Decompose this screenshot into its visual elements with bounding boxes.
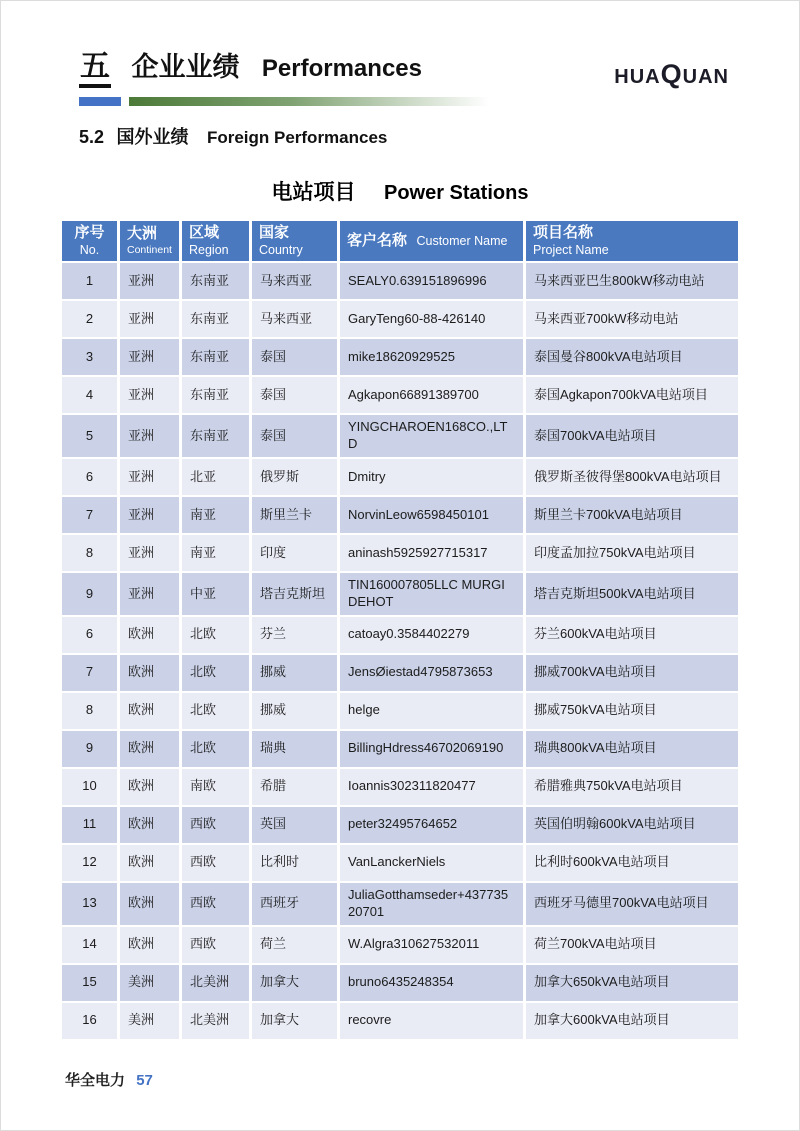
cell-no: 4 xyxy=(62,377,117,413)
cell-project: 塔吉克斯坦500kVA电站项目 xyxy=(526,573,738,615)
cell-country: 加拿大 xyxy=(252,1003,337,1039)
cell-no: 6 xyxy=(62,617,117,653)
cell-region: 北欧 xyxy=(182,617,249,653)
cell-customer: Dmitry xyxy=(340,459,523,495)
cell-country: 泰国 xyxy=(252,415,337,457)
cell-region: 西欧 xyxy=(182,883,249,925)
table-row xyxy=(62,1003,738,1039)
cell-project: 马来西亚巴生800kW移动电站 xyxy=(526,263,738,299)
table-row xyxy=(62,535,738,571)
chapter-number: 五 xyxy=(79,50,111,88)
table-row xyxy=(62,617,738,653)
cell-continent: 欧洲 xyxy=(120,927,179,963)
cell-no: 12 xyxy=(62,845,117,881)
cell-project: 挪威750kVA电站项目 xyxy=(526,693,738,729)
table-row xyxy=(62,301,738,337)
cell-country: 泰国 xyxy=(252,377,337,413)
power-stations-table xyxy=(59,219,741,1041)
logo-text-post: UAN xyxy=(682,66,729,88)
cell-region: 东南亚 xyxy=(182,339,249,375)
cell-country: 比利时 xyxy=(252,845,337,881)
cell-no: 5 xyxy=(62,415,117,457)
column-header-customer xyxy=(340,221,523,261)
cell-continent: 亚洲 xyxy=(120,497,179,533)
cell-no: 1 xyxy=(62,263,117,299)
cell-project: 瑞典800kVA电站项目 xyxy=(526,731,738,767)
chapter-title xyxy=(79,45,422,88)
cell-continent: 欧洲 xyxy=(120,807,179,843)
cell-customer: GaryTeng60-88-426140 xyxy=(340,301,523,337)
cell-continent: 美洲 xyxy=(120,1003,179,1039)
cell-country: 加拿大 xyxy=(252,965,337,1001)
cell-continent: 欧洲 xyxy=(120,617,179,653)
cell-continent: 美洲 xyxy=(120,965,179,1001)
cell-no: 10 xyxy=(62,769,117,805)
cell-country: 马来西亚 xyxy=(252,263,337,299)
cell-no: 7 xyxy=(62,655,117,691)
cell-region: 北欧 xyxy=(182,655,249,691)
cell-continent: 欧洲 xyxy=(120,731,179,767)
cell-no: 14 xyxy=(62,927,117,963)
cell-no: 7 xyxy=(62,497,117,533)
cell-country: 芬兰 xyxy=(252,617,337,653)
cell-continent: 欧洲 xyxy=(120,769,179,805)
cell-region: 西欧 xyxy=(182,807,249,843)
accent-bars xyxy=(79,97,799,106)
cell-project: 马来西亚700kW移动电站 xyxy=(526,301,738,337)
cell-customer: JensØiestad4795873653 xyxy=(340,655,523,691)
cell-no: 16 xyxy=(62,1003,117,1039)
green-accent-bar xyxy=(129,97,489,106)
cell-no: 9 xyxy=(62,731,117,767)
logo-text-q: Q xyxy=(660,59,683,89)
cell-continent: 欧洲 xyxy=(120,693,179,729)
cell-no: 11 xyxy=(62,807,117,843)
cell-country: 西班牙 xyxy=(252,883,337,925)
cell-no: 9 xyxy=(62,573,117,615)
cell-region: 南亚 xyxy=(182,535,249,571)
cell-continent: 亚洲 xyxy=(120,263,179,299)
cell-region: 北美洲 xyxy=(182,1003,249,1039)
column-header-no-en: No. xyxy=(79,242,100,257)
cell-region: 东南亚 xyxy=(182,301,249,337)
column-header-project-en: Project Name xyxy=(533,242,609,257)
footer-page-number: 57 xyxy=(136,1072,153,1089)
cell-no: 8 xyxy=(62,535,117,571)
table-title-en: Power Stations xyxy=(383,182,529,204)
chapter-title-zh: 企业业绩 xyxy=(131,52,240,82)
cell-project: 加拿大600kVA电站项目 xyxy=(526,1003,738,1039)
cell-region: 东南亚 xyxy=(182,263,249,299)
cell-continent: 欧洲 xyxy=(120,845,179,881)
cell-project: 印度孟加拉750kVA电站项目 xyxy=(526,535,738,571)
table-row xyxy=(62,573,738,615)
cell-customer: TIN160007805LLC MURGI DEHOT xyxy=(340,573,523,615)
table-title xyxy=(61,176,739,206)
cell-continent: 亚洲 xyxy=(120,459,179,495)
cell-project: 泰国Agkapon700kVA电站项目 xyxy=(526,377,738,413)
cell-no: 8 xyxy=(62,693,117,729)
cell-continent: 亚洲 xyxy=(120,415,179,457)
huaquan-logo xyxy=(614,61,729,88)
table-row xyxy=(62,845,738,881)
cell-project: 俄罗斯圣彼得堡800kVA电站项目 xyxy=(526,459,738,495)
cell-continent: 亚洲 xyxy=(120,377,179,413)
cell-region: 北欧 xyxy=(182,731,249,767)
table-header xyxy=(62,221,738,261)
cell-no: 3 xyxy=(62,339,117,375)
cell-customer: recovre xyxy=(340,1003,523,1039)
column-header-continent-en: Continent xyxy=(127,244,172,256)
table-row xyxy=(62,497,738,533)
page-footer xyxy=(65,1069,153,1090)
cell-region: 北欧 xyxy=(182,693,249,729)
cell-country: 斯里兰卡 xyxy=(252,497,337,533)
cell-customer: mike18620929525 xyxy=(340,339,523,375)
column-header-country xyxy=(252,221,337,261)
cell-continent: 欧洲 xyxy=(120,655,179,691)
cell-country: 泰国 xyxy=(252,339,337,375)
cell-country: 印度 xyxy=(252,535,337,571)
cell-project: 芬兰600kVA电站项目 xyxy=(526,617,738,653)
cell-no: 6 xyxy=(62,459,117,495)
cell-country: 瑞典 xyxy=(252,731,337,767)
blue-accent-bar xyxy=(79,97,121,106)
section-title-en: Foreign Performances xyxy=(206,128,388,147)
cell-project: 挪威700kVA电站项目 xyxy=(526,655,738,691)
table-row xyxy=(62,459,738,495)
cell-project: 希腊雅典750kVA电站项目 xyxy=(526,769,738,805)
column-header-no xyxy=(62,221,117,261)
cell-region: 北亚 xyxy=(182,459,249,495)
table-row xyxy=(62,339,738,375)
cell-customer: YINGCHAROEN168CO.,LTD xyxy=(340,415,523,457)
column-header-region xyxy=(182,221,249,261)
cell-region: 中亚 xyxy=(182,573,249,615)
cell-project: 泰国700kVA电站项目 xyxy=(526,415,738,457)
cell-customer: VanLanckerNiels xyxy=(340,845,523,881)
cell-region: 东南亚 xyxy=(182,377,249,413)
table-row xyxy=(62,263,738,299)
cell-customer: JuliaGotthamseder+43773520701 xyxy=(340,883,523,925)
table-row xyxy=(62,693,738,729)
column-header-customer-en: Customer Name xyxy=(416,234,508,249)
table-row xyxy=(62,731,738,767)
table-body xyxy=(62,263,738,1038)
table-row xyxy=(62,415,738,457)
cell-no: 15 xyxy=(62,965,117,1001)
cell-continent: 亚洲 xyxy=(120,535,179,571)
cell-country: 英国 xyxy=(252,807,337,843)
cell-no: 2 xyxy=(62,301,117,337)
footer-brand: 华全电力 xyxy=(65,1072,126,1089)
section-number: 5.2 xyxy=(79,127,105,147)
cell-customer: bruno6435248354 xyxy=(340,965,523,1001)
column-header-no-zh: 序号 xyxy=(74,224,105,241)
cell-continent: 亚洲 xyxy=(120,339,179,375)
table-header-row xyxy=(62,221,738,261)
column-header-region-en: Region xyxy=(189,242,229,257)
cell-country: 挪威 xyxy=(252,655,337,691)
cell-region: 西欧 xyxy=(182,845,249,881)
cell-continent: 亚洲 xyxy=(120,573,179,615)
cell-country: 俄罗斯 xyxy=(252,459,337,495)
table-row xyxy=(62,655,738,691)
table-row xyxy=(62,883,738,925)
cell-customer: BillingHdress46702069190 xyxy=(340,731,523,767)
cell-region: 北美洲 xyxy=(182,965,249,1001)
cell-country: 挪威 xyxy=(252,693,337,729)
column-header-country-zh: 国家 xyxy=(259,224,290,241)
cell-project: 英国伯明翰600kVA电站项目 xyxy=(526,807,738,843)
chapter-title-en: Performances xyxy=(261,55,422,82)
cell-project: 加拿大650kVA电站项目 xyxy=(526,965,738,1001)
column-header-project-zh: 项目名称 xyxy=(533,224,594,241)
column-header-customer-zh: 客户名称 xyxy=(347,232,408,250)
table-row xyxy=(62,927,738,963)
cell-country: 马来西亚 xyxy=(252,301,337,337)
cell-no: 13 xyxy=(62,883,117,925)
cell-region: 南亚 xyxy=(182,497,249,533)
cell-region: 南欧 xyxy=(182,769,249,805)
section-heading xyxy=(79,123,799,149)
cell-project: 西班牙马德里700kVA电站项目 xyxy=(526,883,738,925)
table-row xyxy=(62,769,738,805)
column-header-project xyxy=(526,221,738,261)
table-row xyxy=(62,807,738,843)
table-row xyxy=(62,377,738,413)
cell-customer: SEALY0.639151896996 xyxy=(340,263,523,299)
column-header-continent-zh: 大洲 xyxy=(127,225,158,243)
column-header-continent xyxy=(120,221,179,261)
column-header-region-zh: 区域 xyxy=(189,224,220,241)
cell-customer: aninash5925927715317 xyxy=(340,535,523,571)
chapter-header xyxy=(79,45,729,88)
table-row xyxy=(62,965,738,1001)
cell-continent: 亚洲 xyxy=(120,301,179,337)
cell-region: 西欧 xyxy=(182,927,249,963)
cell-customer: W.Algra310627532011 xyxy=(340,927,523,963)
column-header-country-en: Country xyxy=(259,242,303,257)
cell-project: 泰国曼谷800kVA电站项目 xyxy=(526,339,738,375)
cell-country: 希腊 xyxy=(252,769,337,805)
table-title-zh: 电站项目 xyxy=(271,181,356,204)
cell-project: 斯里兰卡700kVA电站项目 xyxy=(526,497,738,533)
cell-project: 荷兰700kVA电站项目 xyxy=(526,927,738,963)
cell-customer: catoay0.3584402279 xyxy=(340,617,523,653)
cell-country: 荷兰 xyxy=(252,927,337,963)
cell-continent: 欧洲 xyxy=(120,883,179,925)
cell-project: 比利时600kVA电站项目 xyxy=(526,845,738,881)
cell-customer: helge xyxy=(340,693,523,729)
cell-customer: Agkapon66891389700 xyxy=(340,377,523,413)
cell-customer: NorvinLeow6598450101 xyxy=(340,497,523,533)
cell-customer: peter32495764652 xyxy=(340,807,523,843)
section-title-zh: 国外业绩 xyxy=(116,127,189,147)
cell-region: 东南亚 xyxy=(182,415,249,457)
cell-customer: Ioannis302311820477 xyxy=(340,769,523,805)
logo-text-pre: HUA xyxy=(614,66,661,88)
cell-country: 塔吉克斯坦 xyxy=(252,573,337,615)
